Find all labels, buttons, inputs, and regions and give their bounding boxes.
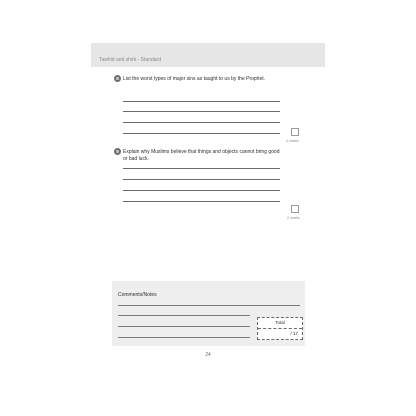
- question-text: Explain why Muslims believe that things and objects cannot bring good or bad luck.: [123, 149, 280, 162]
- total-divider: [258, 328, 302, 329]
- answer-line[interactable]: [123, 190, 280, 191]
- answer-line[interactable]: [123, 101, 280, 102]
- page-header-title: Tawhid and shirk - Standard: [99, 57, 161, 63]
- question-text: List the worst types of major sins as taught to us by the Prophet.: [123, 76, 266, 82]
- answer-line[interactable]: [123, 201, 280, 202]
- answer-line[interactable]: [123, 179, 280, 180]
- marks-box[interactable]: [291, 205, 299, 213]
- answer-line[interactable]: [123, 111, 280, 112]
- comment-line[interactable]: [118, 337, 250, 338]
- question-number-badge: 8: [114, 75, 121, 82]
- comment-line[interactable]: [118, 315, 250, 316]
- marks-label: 2 marks: [287, 216, 300, 220]
- answer-line[interactable]: [123, 168, 280, 169]
- comments-title: Comments/Notes: [118, 292, 157, 298]
- comment-line[interactable]: [118, 326, 250, 327]
- marks-label: 4 marks: [286, 139, 299, 143]
- page-number: 24: [205, 352, 211, 358]
- answer-line[interactable]: [123, 133, 280, 134]
- marks-box[interactable]: [291, 128, 299, 136]
- question-number-badge: 9: [114, 148, 121, 155]
- total-box[interactable]: [257, 317, 303, 340]
- answer-line[interactable]: [123, 122, 280, 123]
- comment-line[interactable]: [118, 305, 300, 306]
- header-band: [91, 43, 325, 67]
- total-value: / 17: [290, 331, 298, 336]
- total-label: Total: [275, 320, 285, 325]
